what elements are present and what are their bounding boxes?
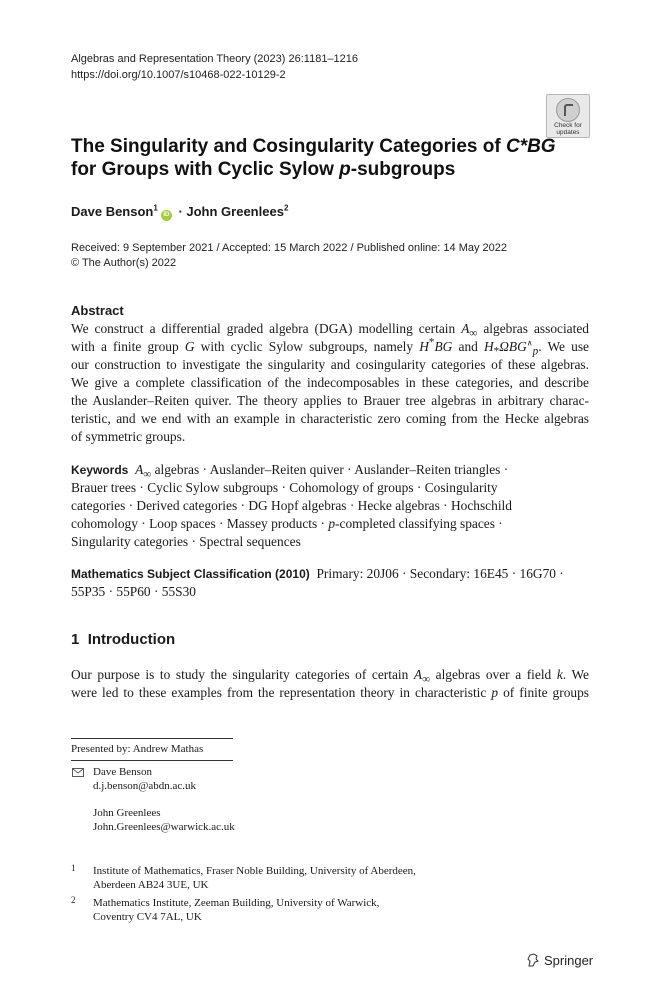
contact-benson (93, 765, 196, 793)
author-greenlees[interactable]: John Greenlees (186, 204, 284, 219)
footnote-rule-2 (71, 760, 233, 761)
dates-line: Received: 9 September 2021 / Accepted: 15 March 2022 / Published online: 14 May 2022 (71, 242, 508, 254)
msc-block: Mathematics Subject Classification (2010) Primary: 20J06 · Secondary: 16E45 · 16G70 · 55P35 · 55P60 · 55S30 (71, 566, 564, 599)
journal-header (71, 51, 358, 83)
title-math-p: p (339, 159, 351, 180)
footnote-rule (71, 738, 233, 739)
springer-horse-icon (526, 953, 540, 967)
paper-title (71, 135, 556, 181)
title-math-cbg: C*BG (505, 136, 556, 157)
publication-dates (71, 241, 507, 271)
msc-label: Mathematics Subject Classification (2010) (71, 567, 310, 581)
affil-1-number: 1 (71, 863, 76, 873)
keywords-block: Keywords $A_\infty$ algebras · Auslander–Reiten quiver · Auslander–Reiten triangles · Brauer trees · Cyclic Sylow subgroups · Cohomology of groups · Cosingularity categories · Derived categories · DG Hopf algebras · Hecke algebras · Hochschild cohomology · Loop spaces · Massey products · p-completed classifying spaces · Singularity categories · Spectral sequences (71, 462, 512, 549)
keywords-label: Keywords (71, 463, 129, 477)
check-for-updates-badge[interactable] (546, 94, 590, 138)
contact-benson-name: Dave Benson (93, 766, 152, 778)
author-benson[interactable]: Dave Benson (71, 204, 154, 219)
journal-citation: Algebras and Representation Theory (2023) 26:1181–1216 (71, 53, 359, 65)
affil-2-number: 2 (71, 895, 76, 905)
envelope-icon (72, 768, 84, 777)
section-heading-introduction: 1 Introduction (71, 631, 176, 648)
springer-logo (526, 953, 593, 968)
contact-greenlees (93, 806, 235, 834)
affil-2: Mathematics Institute, Zeeman Building, University of Warwick, Coventry CV4 7AL, UK (93, 897, 380, 923)
author-benson-affil: 1 (153, 203, 158, 213)
author-list (71, 204, 288, 221)
abstract-body: We construct a differential graded algebra (DGA) modelling certain $A_\infty$ algebras associated with a finite group G with cyclic Sylow subgroups, namely H*BG and $H_*\Omega BG^\wedge_p$. We use our construction to investigate the singularity and cosingularity categories of these algebras. We give a complete classification of the indecomposables in these categories, and describe the Auslander–Reiten quiver. The theory applies to Brauer tree algebras in arbitrary charac- teristic, and we end with an example in characteristic zero coming from the Hecke algebras of symmetric groups. (71, 321, 589, 444)
contact-greenlees-email[interactable]: John.Greenlees@warwick.ac.uk (93, 821, 235, 833)
abstract-heading: Abstract (71, 303, 124, 318)
presented-by: Presented by: Andrew Mathas (71, 743, 204, 755)
publisher-name: Springer (544, 953, 594, 968)
affil-1: Institute of Mathematics, Fraser Noble Building, University of Aberdeen, Aberdeen AB24 3UE, UK (93, 865, 416, 891)
contact-greenlees-name: John Greenlees (93, 807, 161, 819)
orcid-icon[interactable]: iD (161, 210, 172, 221)
title-line1-text: The Singularity and Cosingularity Categories of (71, 136, 506, 157)
author-greenlees-affil: 2 (283, 203, 289, 213)
badge-line1: Check for (554, 122, 582, 129)
badge-line2: updates (556, 129, 580, 136)
doi-link[interactable]: https://doi.org/10.1007/s10468-022-10129-2 (71, 69, 286, 81)
copyright-line: © The Author(s) 2022 (71, 257, 177, 269)
title-line2-text: for Groups with Cyclic Sylow (71, 159, 340, 180)
introduction-body: Our purpose is to study the singularity categories of certain $A_\infty$ algebras over a field k. We were led to these examples from the representation theory in characteristic p of finite groups (71, 667, 589, 700)
author-separator: · (174, 204, 187, 219)
title-line2-suffix: -subgroups (350, 159, 456, 180)
update-icon (556, 98, 580, 122)
contact-benson-email[interactable]: d.j.benson@abdn.ac.uk (93, 780, 196, 792)
